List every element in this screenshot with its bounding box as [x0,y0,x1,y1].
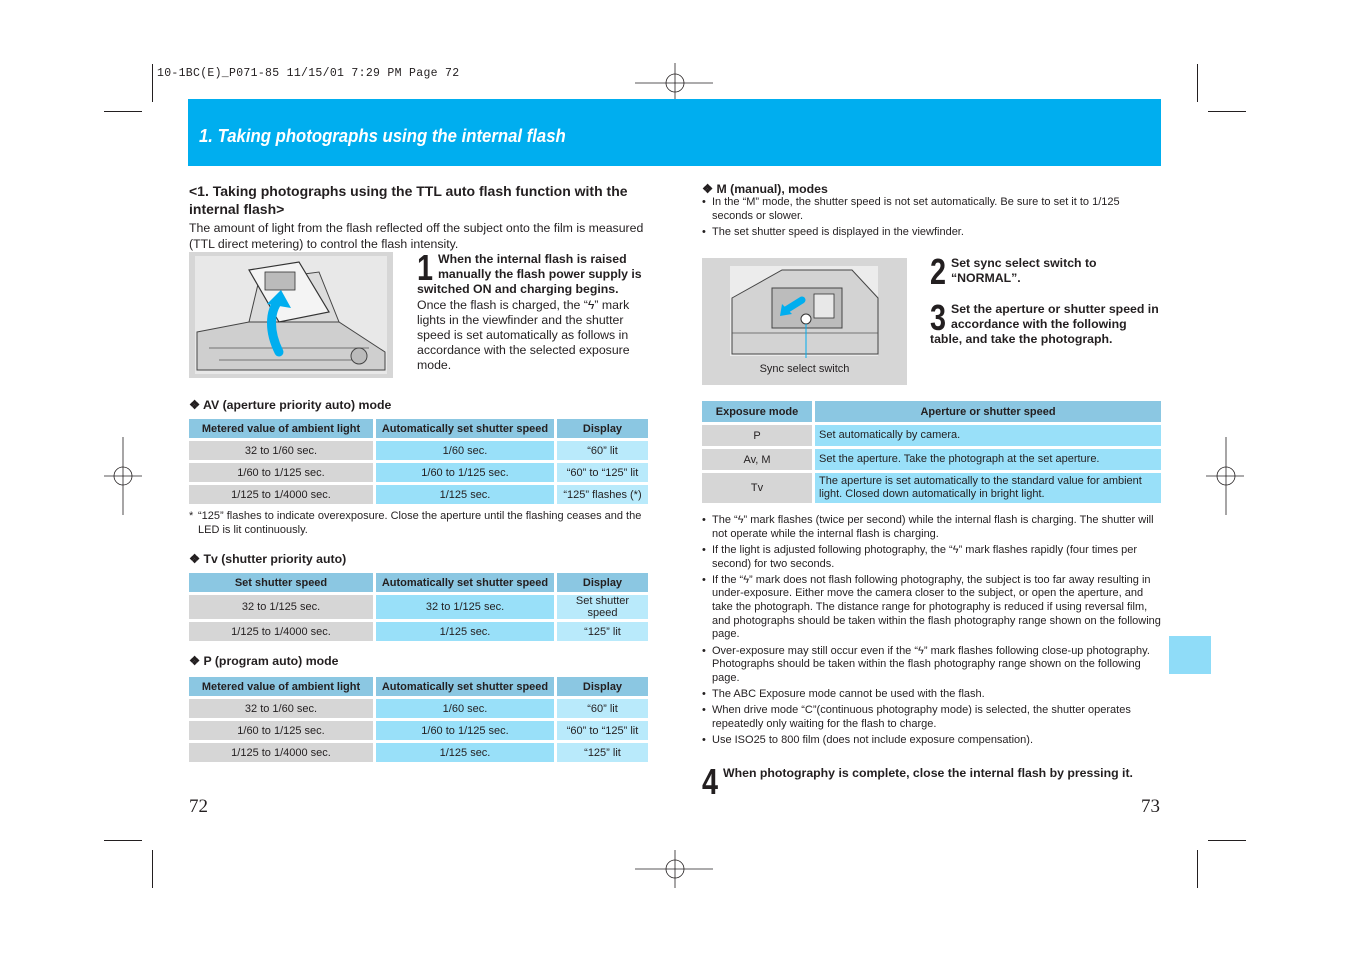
table-row [702,425,1161,446]
table-header: Display [557,573,648,592]
chapter-side-tab [1169,636,1211,674]
table-cell: “60” to “125” lit [557,721,648,740]
table-row [189,622,648,641]
table-cell: 32 to 1/60 sec. [189,441,373,460]
table-header: Display [557,419,648,438]
table-row [189,721,648,740]
step-1-body-b: ” mark lights in the viewfinder and the shutter speed is set automatically as follows in accordance with the selected exposure mode. [417,297,630,373]
step-4 [702,761,1162,802]
list-item: • If the light is adjusted following photography, the “ϟ” mark flashes rapidly (four times per second) for two seconds. [702,544,1162,571]
table-header: Display [557,677,648,696]
table-header: Set shutter speed [189,573,373,592]
step-3 [930,297,1160,348]
step-2-text: Set sync select switch to “NORMAL”. [951,256,1097,286]
step-2 [930,251,1160,292]
page-number-right: 73 [1141,796,1160,817]
photo-caption: Sync select switch [759,363,850,375]
page-number-left: 72 [189,796,208,817]
av-mode-table [186,416,651,507]
table-cell: 1/60 sec. [376,699,554,718]
table-cell: “125” lit [557,622,648,641]
table-cell: Set the aperture. Take the photograph at the set aperture. [815,449,1161,470]
lightning-bolt-icon: ϟ [587,297,595,312]
table-cell: “125” lit [557,743,648,762]
table-row [189,485,648,504]
table-cell: The aperture is set automatically to the standard value for ambient light. Closed down automatically in bright light. [815,473,1161,503]
table-cell: 1/125 to 1/4000 sec. [189,622,373,641]
step-number: 1 [417,247,434,288]
chapter-title: 1. Taking photographs using the internal flash [199,126,566,146]
registration-mark-right [1206,437,1246,517]
table-header: Automatically set shutter speed [376,677,554,696]
list-item: • Over-exposure may still occur even if the “ϟ” mark flashes following close-up photography. Photographs should be taken within the flash photography range shown on the following page. [702,645,1162,686]
table-cell: “125” flashes (*) [557,485,648,504]
av-mode-heading: ❖ AV (aperture priority auto) mode [189,398,392,412]
flash-notes [702,514,1162,750]
m-mode-heading: ❖ M (manual), modes [702,182,828,196]
lightning-bolt-icon: ϟ [918,644,924,657]
tv-mode-heading: ❖ Tv (shutter priority auto) [189,552,347,566]
list-item: • The ABC Exposure mode cannot be used with the flash. [702,688,1162,702]
print-slug: 10-1BC(E)_P071-85 11/15/01 7:29 PM Page 72 [157,67,460,80]
chapter-banner [188,99,1161,166]
list-item: • In the “M” mode, the shutter speed is not set automatically. Be sure to set it to 1/125 seconds or slower. [702,196,1160,223]
list-item: • The “ϟ” mark flashes (twice per second) while the internal flash is charging. The shutter will not operate while the internal flash is charging. [702,514,1162,541]
step-1 [417,247,649,374]
registration-mark-left [104,437,144,517]
section-title: <1. Taking photographs using the TTL auto flash function with the internal flash> [189,183,628,217]
table-row [702,473,1161,503]
registration-mark-bottom [635,850,715,890]
table-cell: 1/125 sec. [376,743,554,762]
av-footnote [189,510,649,537]
list-item: • The set shutter speed is displayed in the viewfinder. [702,226,1160,240]
lightning-bolt-icon: ϟ [952,543,959,556]
table-row [189,441,648,460]
p-mode-table [186,674,651,765]
table-row [189,463,648,482]
table-header: Aperture or shutter speed [815,401,1161,422]
table-row [189,699,648,718]
step-number: 4 [702,761,719,802]
table-cell: 1/125 to 1/4000 sec. [189,485,373,504]
table-header: Automatically set shutter speed [376,573,554,592]
registration-mark-top [635,63,715,103]
step-1-body-a: Once the flash is charged, the “ [417,297,588,312]
footnote-mark: * [189,510,194,522]
step-1-heading: When the internal flash is raised manually the flash power supply is switched ON and charging begins. [417,252,642,297]
table-cell: Av, M [702,449,812,470]
table-header: Metered value of ambient light [189,677,373,696]
step-number: 3 [930,297,947,338]
tv-mode-table [186,570,651,644]
table-row [189,595,648,619]
table-cell: 1/125 sec. [376,622,554,641]
table-cell: 1/60 to 1/125 sec. [376,463,554,482]
sync-switch-photo [702,258,907,385]
m-mode-bullets [702,196,1160,242]
table-cell: 1/125 to 1/4000 sec. [189,743,373,762]
table-row [189,743,648,762]
list-item: • When drive mode “C”(continuous photography mode) is selected, the shutter operates repeatedly only waiting for the flash to charge. [702,704,1162,731]
table-cell: Set shutter speed [557,595,648,619]
step-3-text: Set the aperture or shutter speed in accordance with the following table, and take the photograph. [930,302,1159,347]
table-cell: 32 to 1/60 sec. [189,699,373,718]
table-cell: Set automatically by camera. [815,425,1161,446]
intro-paragraph: The amount of light from the flash reflected off the subject onto the film is measured (TTL direct metering) to control the flash intensity. [189,221,644,251]
table-cell: 32 to 1/125 sec. [376,595,554,619]
table-cell: 1/60 to 1/125 sec. [189,463,373,482]
table-cell: Tv [702,473,812,503]
lightning-bolt-icon: ϟ [743,573,750,586]
flash-raise-photo [189,252,393,378]
table-header: Metered value of ambient light [189,419,373,438]
table-cell: 1/60 to 1/125 sec. [376,721,554,740]
table-cell: 32 to 1/125 sec. [189,595,373,619]
step-number: 2 [930,251,947,292]
table-cell: 1/60 sec. [376,441,554,460]
table-cell: “60” to “125” lit [557,463,648,482]
table-cell: 1/60 to 1/125 sec. [189,721,373,740]
table-cell: “60” lit [557,441,648,460]
lightning-bolt-icon: ϟ [737,514,744,526]
table-row [702,449,1161,470]
step-4-text: When photography is complete, close the internal flash by pressing it. [723,766,1133,780]
table-cell: 1/125 sec. [376,485,554,504]
footnote-text: “125” flashes to indicate overexposure. Close the aperture until the flashing ceases and the LED is lit continuously. [198,510,642,536]
table-header: Exposure mode [702,401,812,422]
p-mode-heading: ❖ P (program auto) mode [189,654,339,668]
table-header: Automatically set shutter speed [376,419,554,438]
list-item: • Use ISO25 to 800 film (does not include exposure compensation). [702,734,1162,748]
list-item: • If the “ϟ” mark does not flash following photography, the subject is too far away resulting in under-exposure. Either move the camera closer to the subject, or open the aperture, and take the photograph. The distance range for photography is reduced if using reversal film, and photographs should be taken within the flash photography range shown on the following page. [702,574,1162,643]
table-cell: P [702,425,812,446]
exposure-mode-table [699,398,1164,506]
table-cell: “60” lit [557,699,648,718]
